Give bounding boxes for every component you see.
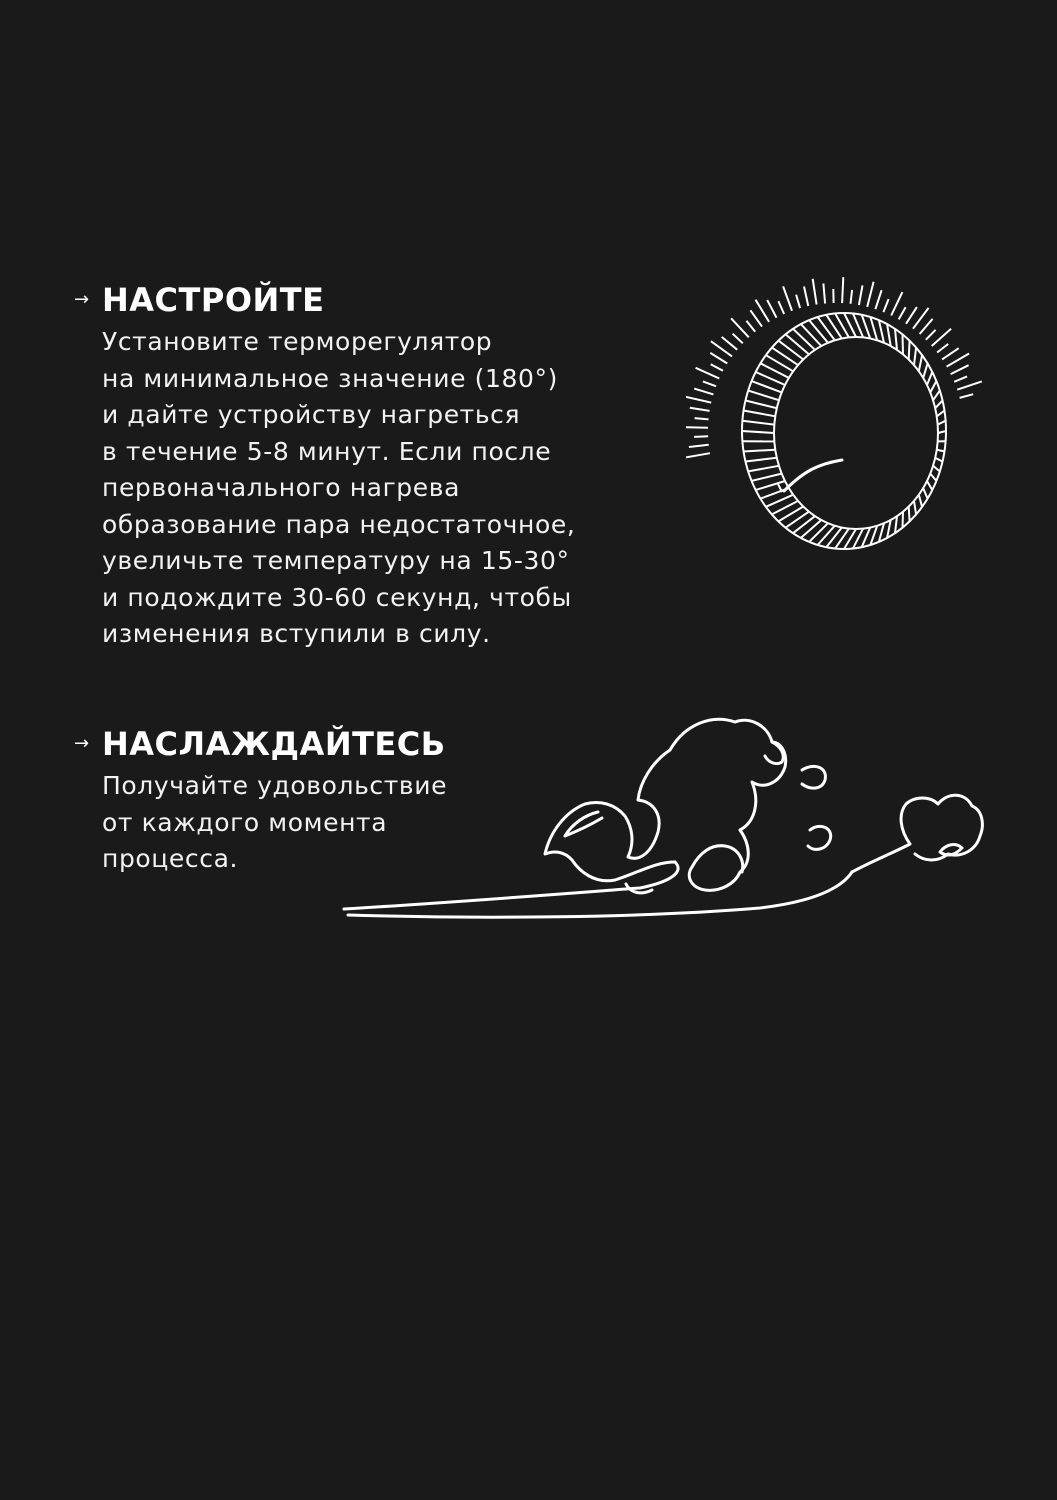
arrow-right-icon: → (74, 733, 90, 754)
body-line: изменения вступили в силу. (102, 619, 491, 648)
section-heading (74, 282, 575, 318)
section-adjust (74, 282, 575, 653)
body-line: первоначального нагрева (102, 473, 461, 502)
body-line: увеличьте температуру на 15-30° (102, 546, 570, 575)
body-line: и дайте устройству нагреться (102, 400, 521, 429)
arrow-right-icon: → (74, 289, 90, 310)
section-title: НАСЛАЖДАЙТЕСЬ (102, 725, 446, 763)
body-line: от каждого момента (102, 807, 388, 837)
body-line: в течение 5-8 минут. Если после (102, 436, 552, 466)
body-line: процесса. (102, 844, 239, 873)
section-body (102, 324, 575, 653)
section-title: НАСТРОЙТЕ (102, 281, 325, 319)
thermostat-dial-icon (686, 266, 988, 586)
body-line: образование пара недостаточное, (102, 509, 576, 539)
steam-cloud-icon (340, 712, 985, 922)
body-line: на минимальное значение (180°) (102, 363, 558, 393)
body-line: Получайте удовольствие (102, 771, 448, 800)
body-line: Установите терморегулятор (102, 327, 493, 356)
body-line: и подождите 30-60 секунд, чтобы (102, 582, 572, 612)
